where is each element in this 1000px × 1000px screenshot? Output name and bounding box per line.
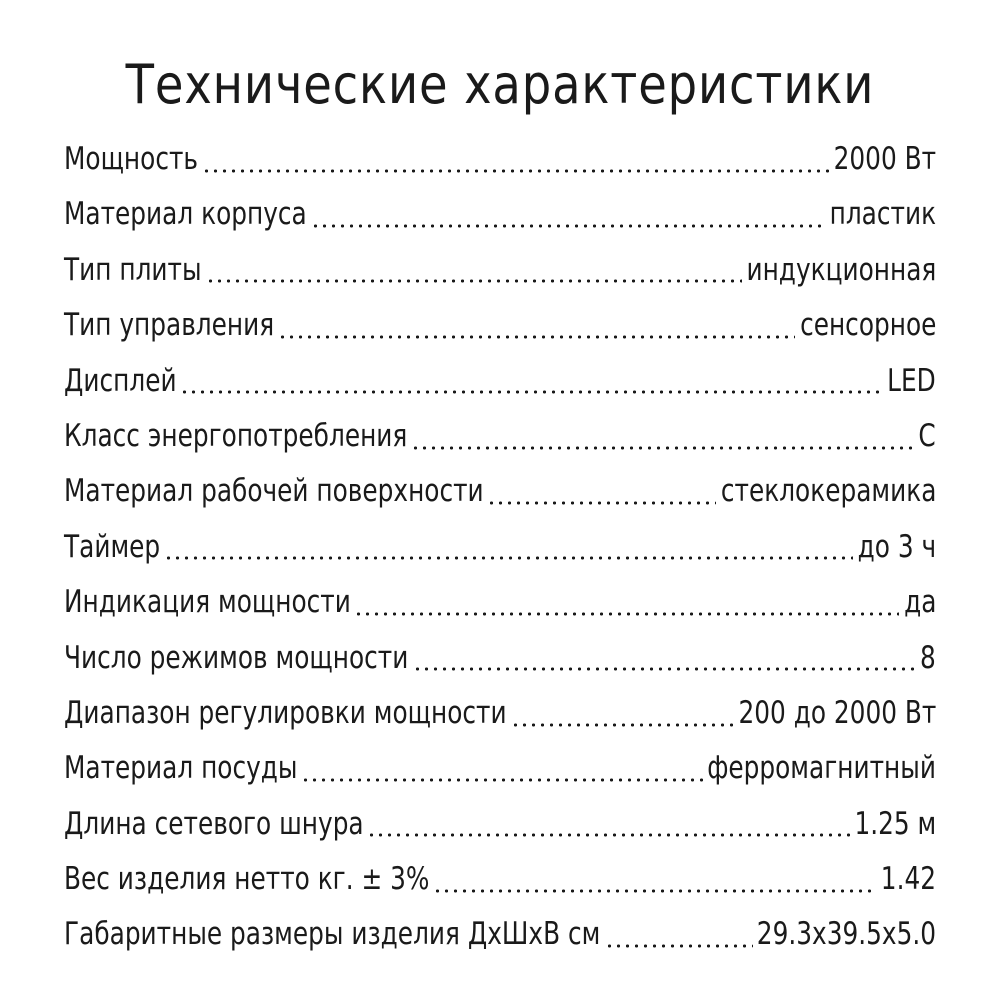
- spec-row-net-weight: [64, 852, 936, 907]
- spec-value: 29.3х39.5х5.0: [756, 916, 936, 953]
- spec-value: стеклокерамика: [720, 473, 936, 510]
- spec-value: сенсорное: [799, 307, 936, 344]
- dot-leader: [511, 723, 734, 727]
- dot-leader: [367, 833, 850, 837]
- spec-label: Материал посуды: [64, 750, 298, 787]
- spec-value: LED: [887, 362, 936, 399]
- spec-label: Материал корпуса: [64, 196, 307, 233]
- spec-value: ферромагнитный: [707, 750, 936, 787]
- spec-label: Мощность: [64, 141, 199, 177]
- spec-row-display: [64, 354, 936, 409]
- spec-row-cord-length: [64, 797, 936, 852]
- spec-label: Длина сетевого шнура: [64, 805, 364, 842]
- spec-label: Габаритные размеры изделия ДхШхВ см: [64, 916, 601, 953]
- dot-leader: [605, 944, 753, 948]
- spec-value: пластик: [829, 196, 936, 233]
- spec-value: С: [918, 417, 936, 454]
- spec-row-power-indication: [64, 575, 936, 630]
- spec-row-control-type: [64, 298, 936, 353]
- spec-row-body-material: [64, 187, 936, 242]
- spec-row-cooktop-type: [64, 243, 936, 298]
- dot-leader: [301, 778, 703, 782]
- spec-label: Диапазон регулировки мощности: [64, 694, 507, 731]
- dot-leader: [202, 169, 830, 173]
- spec-label: Класс энергопотребления: [64, 417, 408, 454]
- spec-value: 200 до 2000 Вт: [738, 694, 936, 731]
- spec-label: Материал рабочей поверхности: [64, 473, 484, 510]
- dot-leader: [278, 335, 795, 339]
- spec-label: Дисплей: [64, 362, 177, 399]
- dot-leader: [413, 667, 917, 671]
- spec-row-power: [64, 132, 936, 187]
- spec-row-timer: [64, 520, 936, 575]
- spec-value: да: [903, 584, 936, 621]
- dot-leader: [311, 224, 825, 228]
- dot-leader: [411, 446, 915, 450]
- spec-row-energy-class: [64, 409, 936, 464]
- spec-label: Таймер: [64, 528, 161, 565]
- spec-row-power-range: [64, 686, 936, 741]
- spec-label: Индикация мощности: [64, 584, 351, 621]
- spec-value: 8: [920, 639, 936, 676]
- spec-list: [64, 132, 936, 963]
- dot-leader: [433, 889, 876, 893]
- dot-leader: [354, 612, 899, 616]
- spec-label: Вес изделия нетто кг. ± 3%: [64, 861, 430, 898]
- dot-leader: [180, 390, 883, 394]
- spec-label: Тип управления: [64, 307, 275, 344]
- spec-label: Число режимов мощности: [64, 639, 409, 676]
- spec-value: 2000 Вт: [833, 141, 936, 177]
- dot-leader: [487, 501, 716, 505]
- dot-leader: [164, 556, 853, 560]
- spec-row-dimensions: [64, 907, 936, 962]
- spec-row-surface-material: [64, 464, 936, 519]
- spec-row-power-modes: [64, 631, 936, 686]
- dot-leader: [206, 279, 742, 283]
- spec-value: до 3 ч: [857, 528, 936, 565]
- spec-value: индукционная: [746, 251, 936, 288]
- page-title: Технические характеристики: [125, 53, 875, 116]
- spec-value: 1.25 м: [854, 805, 936, 842]
- spec-row-cookware-material: [64, 741, 936, 796]
- spec-value: 1.42: [880, 861, 936, 898]
- spec-label: Тип плиты: [64, 251, 202, 288]
